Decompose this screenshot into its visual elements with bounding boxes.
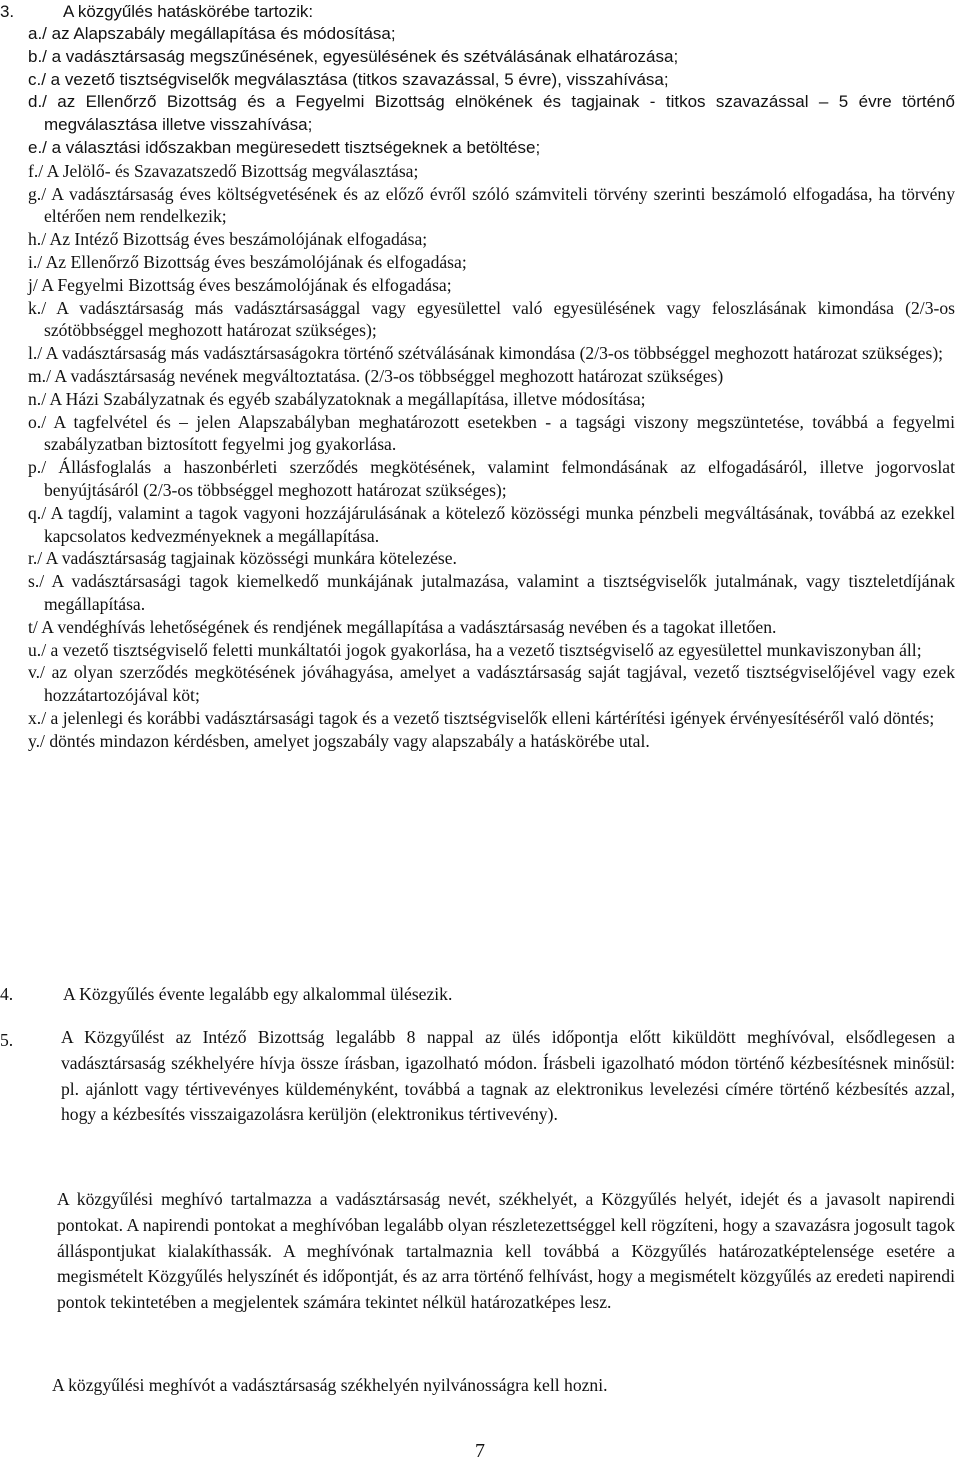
list-item: m./ A vadásztársaság nevének megváltoztatása. (2/3-os többséggel meghozott határozat szükséges) xyxy=(28,365,724,386)
list-item: t/ A vendéghívás lehetőségének és rendjének megállapítása a vadásztársaság nevében és a tagokat illetően. xyxy=(28,616,777,637)
list-item: o./ A tagfelvétel és – jelen Alapszabályban meghatározott esetekben - a tagsági viszony megszüntetése, továbbá a fegyelmi szabályzatban biztosított fegyelmi jog gyakorlása. xyxy=(28,411,955,455)
section-number: 5. xyxy=(0,1030,14,1050)
list-item: c./ a vezető tisztségviselők megválasztása (titkos szavazással, 5 évre), visszahívása; xyxy=(28,69,669,89)
section-number: 4. xyxy=(0,984,14,1004)
list-item: f./ A Jelölő- és Szavazatszedő Bizottság megválasztása; xyxy=(28,160,419,181)
section-heading: A közgyűlés hatáskörébe tartozik: xyxy=(63,2,313,21)
list-item: u./ a vezető tisztségviselő feletti munkáltatói jogok gyakorlása, ha a vezető tisztségviselő az egyesülettel munkaviszonyban áll; xyxy=(28,639,922,660)
list-item: a./ az Alapszabály megállapítása és módosítása; xyxy=(28,24,396,43)
list-item: k./ A vadásztársaság más vadásztársasággal vagy egyesülettel való egyesülésének vagy feloszlásának kimondása (2/3-os szótöbbséggel meghozott határozat szükséges); xyxy=(28,297,955,341)
list-item: r./ A vadásztársaság tagjainak közösségi munkára kötelezése. xyxy=(28,548,457,569)
list-item: q./ A tagdíj, valamint a tagok vagyoni hozzájárulásának a kötelező közösségi munka pénzbeli megváltásának, továbbá az ezekkel kapcsolatos kedvezményeknek a megállapítása. xyxy=(28,502,955,546)
list-item: e./ a választási időszakban megüresedett tisztségeknek a betöltése; xyxy=(28,137,541,157)
list-item: y./ döntés mindazon kérdésben, amelyet jogszabály vagy alapszabály a hatáskörébe utal. xyxy=(28,730,650,751)
section-text: A Közgyűlés évente legalább egy alkalommal ülésezik. xyxy=(63,984,453,1004)
list-item: l./ A vadásztársaság más vadásztársaságokra történő szétválásának kimondása (2/3-os többséggel meghozott határozat szükséges); xyxy=(28,343,944,364)
list-item: n./ A Házi Szabályzatnak és egyéb szabályzatoknak a megállapítása, illetve módosítása; xyxy=(28,388,646,409)
page-number: 7 xyxy=(475,1440,485,1462)
list-item: x./ a jelenlegi és korábbi vadásztársasági tagok és a vezető tisztségviselők elleni kártérítési igények érvényesítéséről való döntés; xyxy=(28,707,935,728)
list-item: h./ Az Intéző Bizottság éves beszámolójának elfogadása; xyxy=(28,229,428,250)
list-item: i./ Az Ellenőrző Bizottság éves beszámolójának és elfogadása; xyxy=(28,251,467,272)
list-item: s./ A vadásztársasági tagok kiemelkedő munkájának jutalmazása, valamint a tisztségviselők jutalmának, vagy tiszteletdíjának megállapítása. xyxy=(28,571,955,614)
list-item: g./ A vadásztársaság éves költségvetésének és az előző évről szóló számviteli törvény szerinti beszámoló elfogadása, ha törvény eltérően nem rendelkezik; xyxy=(28,183,955,227)
section-5-paragraph-1: A Közgyűlést az Intéző Bizottság legalább 8 nappal az ülés időpontja előtt kiküldött meghívóval, elsődlegesen a vadásztársaság székhelyére hívja össze írásban, igazolható módon. Írásbeli igazolható módon történő kézbesítésnek minősül: pl. ajánlott vagy tértivevényes küldeményként, továbbá a tagnak az elektronikus levelezési címére történő kézbesítés azzal, hogy a kézbesítés visszaigazolásra kerüljön (elektronikus tértivevény). xyxy=(61,1027,955,1125)
list-item: j/ A Fegyelmi Bizottság éves beszámolójának és elfogadása; xyxy=(28,274,452,295)
section-number: 3. xyxy=(0,2,14,21)
section-5-paragraph-3: A közgyűlési meghívót a vadásztársaság székhelyén nyilvánosságra kell hozni. xyxy=(52,1375,608,1395)
list-item: v./ az olyan szerződés megkötésének jóváhagyása, amelyet a vadásztársaság saját tagjával, vezető tisztségviselőjével vagy ezek hozzátartozójával köt; xyxy=(28,662,955,706)
section-5-paragraph-2: A közgyűlési meghívó tartalmazza a vadásztársaság nevét, székhelyét, a Közgyűlés helyét, idejét és a javasolt napirendi pontokat. A napirendi pontokat a meghívóban legalább olyan részletezettséggel kell rögzíteni, hogy a szavazásra jogosult tagok álláspontjukat kialakíthassák. A meghívónak tartalmaznia kell továbbá a Közgyűlés határozatképtelensége esetére a megismételt Közgyűlés helyszínét és időpontját, és az arra történő felhívást, hogy a megismételt közgyűlés az eredeti napirendi pontok tekintetében a megjelentek számára tekintet nélkül határozatképes lesz. xyxy=(57,1189,955,1313)
list-item: p./ Állásfoglalás a haszonbérleti szerződés megkötésének, valamint felmondásának az elfogadásáról, illetve jogorvoslat benyújtásáról (2/3-os többséggel meghozott határozat szükséges); xyxy=(28,457,955,500)
list-item: b./ a vadásztársaság megszűnésének, egyesülésének és szétválásának elhatározása; xyxy=(28,46,679,66)
powers-list xyxy=(0,23,960,753)
list-item: d./ az Ellenőrző Bizottság és a Fegyelmi Bizottság elnökének és tagjainak - titkos szavazással – 5 évre történő megválasztása illetve visszahívása; xyxy=(28,92,955,135)
